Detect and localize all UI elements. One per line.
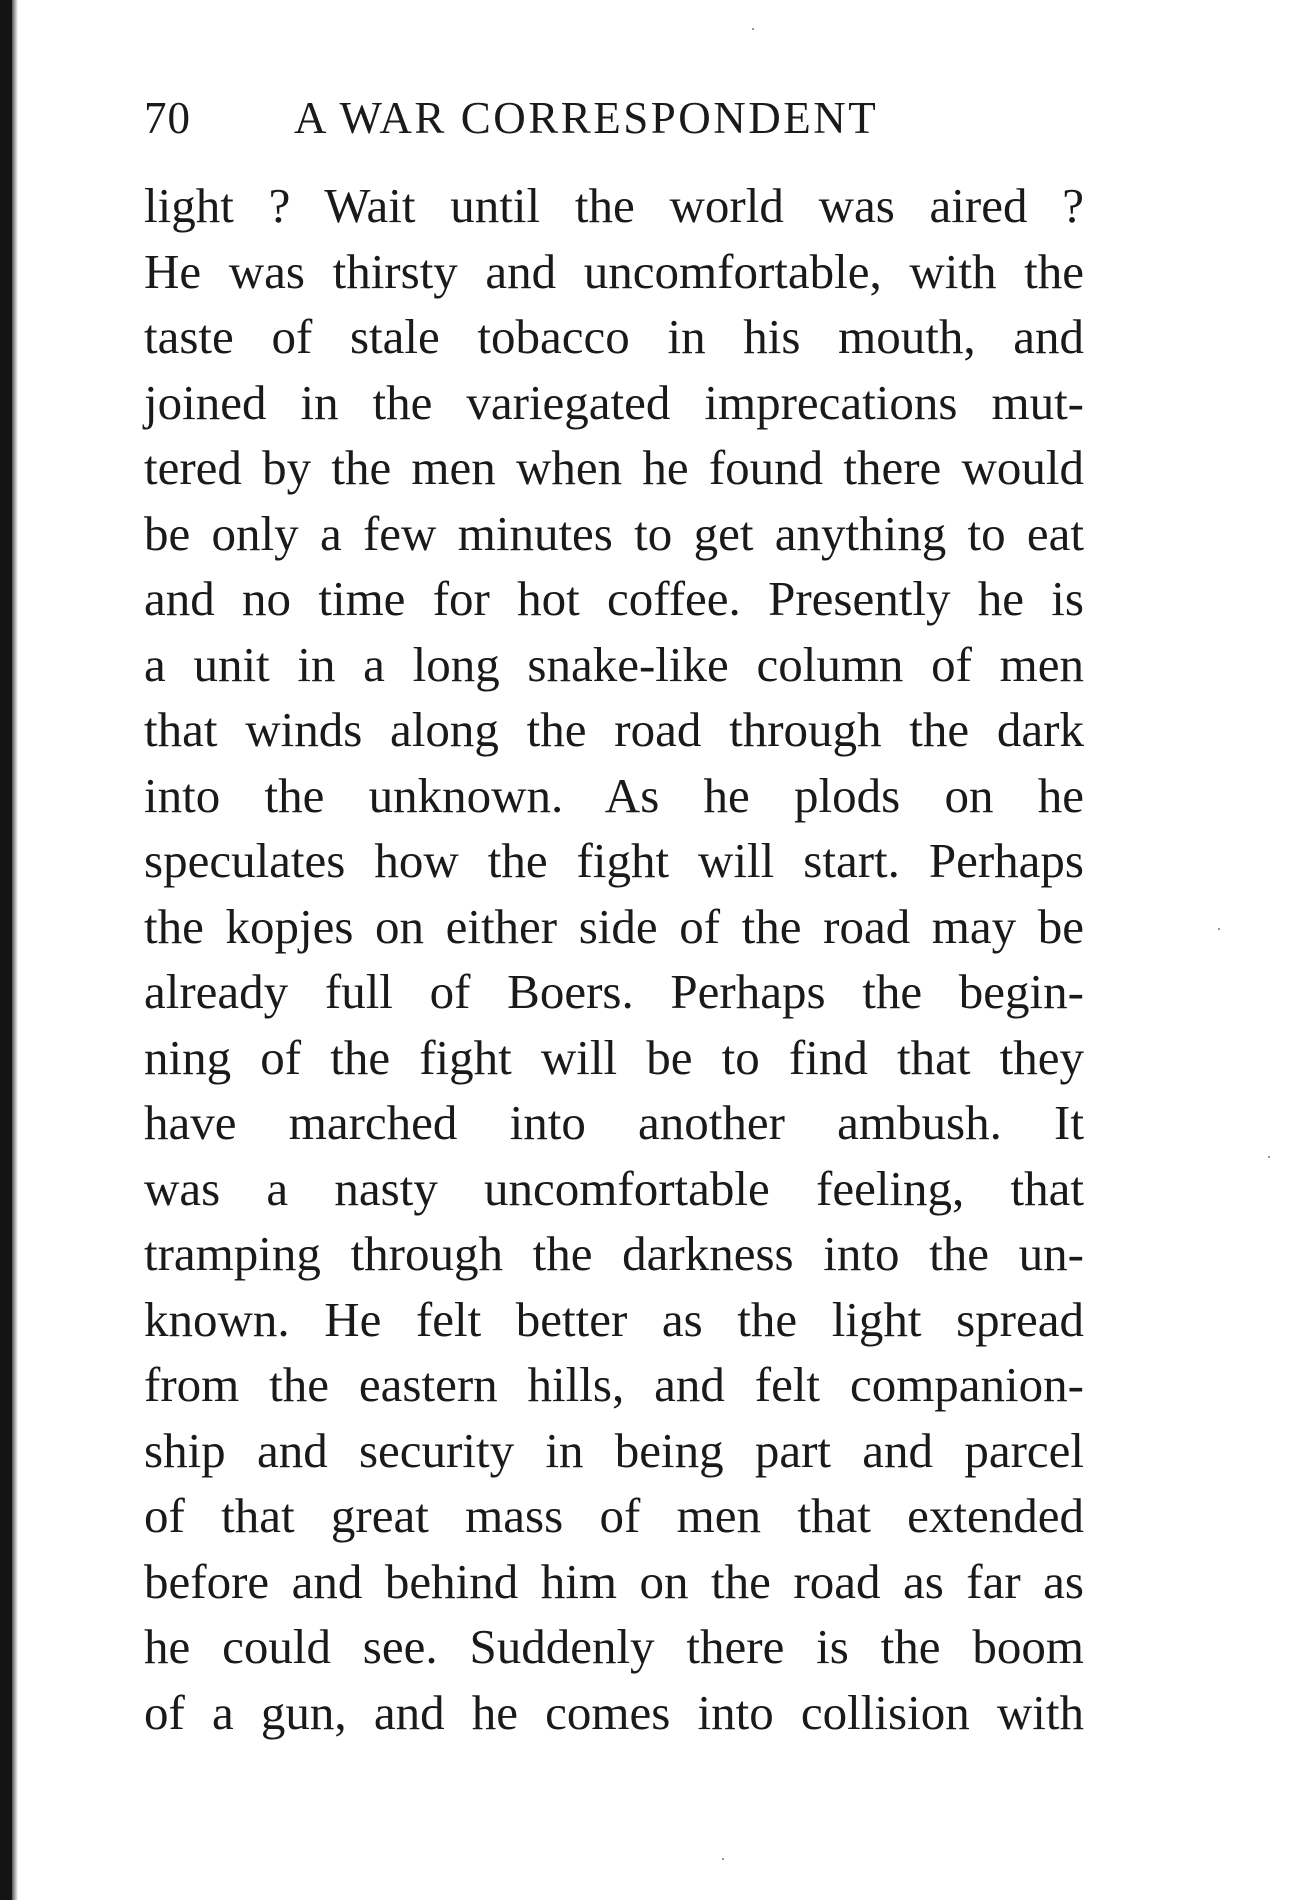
paper-speck (752, 28, 754, 30)
text-line: the kopjes on either side of the road may be (144, 898, 1084, 954)
text-line: from the eastern hills, and felt companion- (144, 1357, 1084, 1412)
text-line: have marched into another ambush. It (144, 1095, 1084, 1150)
text-line: of that great mass of men that extended (144, 1488, 1084, 1543)
paper-speck (722, 1858, 724, 1860)
text-line: and no time for hot coffee. Presently he is (144, 571, 1084, 626)
text-line: he could see. Suddenly there is the boom (144, 1619, 1084, 1674)
running-header (144, 88, 1084, 148)
body-text (144, 173, 1084, 1745)
book-gutter-edge (12, 0, 18, 1900)
text-line: tramping through the darkness into the un- (144, 1226, 1084, 1281)
paper-speck (1268, 1156, 1270, 1158)
text-line: already full of Boers. Perhaps the begin- (144, 964, 1084, 1019)
text-line: a unit in a long snake-like column of men (144, 636, 1084, 692)
text-line: of a gun, and he comes into collision with (144, 1684, 1084, 1740)
text-line: He was thirsty and uncomfortable, with the (144, 243, 1084, 299)
page-number: 70 (144, 93, 191, 143)
text-line: tered by the men when he found there would (144, 440, 1084, 495)
text-line: joined in the variegated imprecations mut- (144, 374, 1084, 430)
text-line: that winds along the road through the dark (144, 702, 1084, 757)
running-title: A WAR CORRESPONDENT (294, 93, 879, 143)
text-line: before and behind him on the road as far as (144, 1553, 1084, 1609)
paper-speck (1218, 928, 1220, 930)
text-line: ship and security in being part and parcel (144, 1422, 1084, 1478)
book-spine-shadow (0, 0, 12, 1900)
text-line: known. He felt better as the light spread (144, 1291, 1084, 1347)
text-line: was a nasty uncomfortable feeling, that (144, 1160, 1084, 1216)
text-line: light ? Wait until the world was aired ? (144, 178, 1084, 233)
text-line: taste of stale tobacco in his mouth, and (144, 309, 1084, 364)
text-line: ning of the fight will be to find that they (144, 1029, 1084, 1085)
text-line: speculates how the fight will start. Perhaps (144, 833, 1084, 888)
text-line: into the unknown. As he plods on he (144, 767, 1084, 823)
text-line: be only a few minutes to get anything to eat (144, 505, 1084, 561)
